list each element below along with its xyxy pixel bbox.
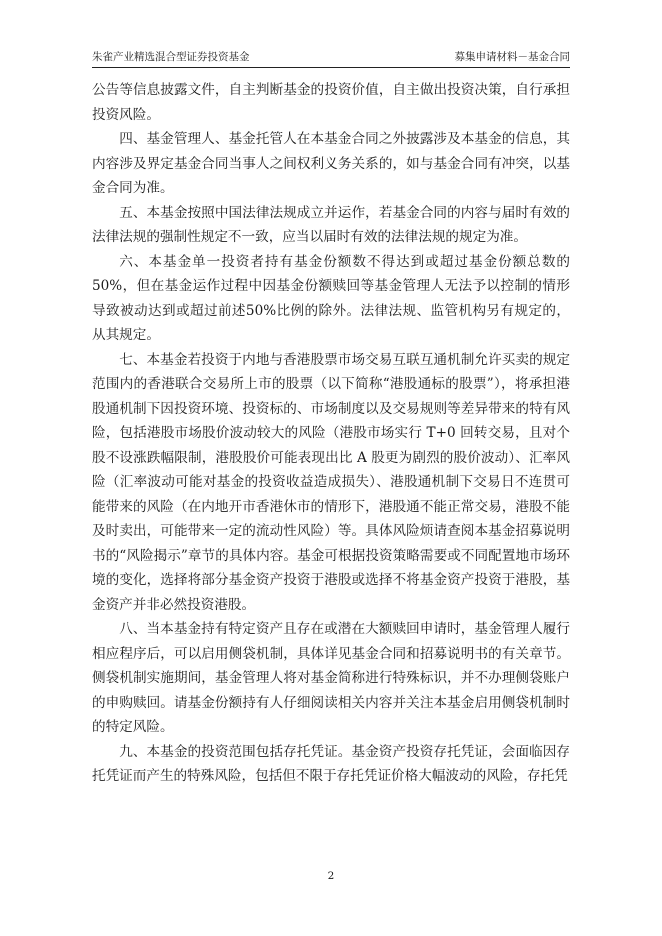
paragraph-item-8: 八、当本基金持有特定资产且存在或潜在大额赎回申请时，基金管理人履行相应程序后，可以启用侧袋机制，具体详见基金合同和招募说明书的有关章节。侧袋机制实施期间，基金管理人将对基金简称进行特殊标识，并不办理侧袋账户的申购赎回。请基金份额持有人仔细阅读相关内容并关注本基金启用侧袋机制时的特定风险。 xyxy=(92,621,570,735)
paragraph-item-4: 四、基金管理人、基金托管人在本基金合同之外披露涉及本基金的信息，其内容涉及界定基金合同当事人之间权利义务关系的，如与基金合同有冲突，以基金合同为准。 xyxy=(92,131,570,196)
paragraph-item-6: 六、本基金单一投资者持有基金份额数不得达到或超过基金份额总数的50%，但在基金运作过程中因基金份额赎回等基金管理人无法予以控制的情形导致被动达到或超过前述50%比例的除外。法律法规、监管机构另有规定的，从其规定。 xyxy=(92,253,570,343)
header-document-type: 募集申请材料－基金合同 xyxy=(454,51,570,63)
paragraph-item-9: 九、本基金的投资范围包括存托凭证。基金资产投资存托凭证，会面临因存托凭证而产生的特殊风险，包括但不限于存托凭证价格大幅波动的风险，存托凭 xyxy=(92,743,570,784)
paragraph-continuation: 公告等信息披露文件，自主判断基金的投资价值，自主做出投资决策，自行承担投资风险。 xyxy=(92,82,570,123)
document-body xyxy=(92,78,570,789)
paragraph-item-7: 七、本基金若投资于内地与香港股票市场交易互联互通机制允许买卖的规定范围内的香港联合交易所上市的股票（以下简称“港股通标的股票”），将承担港股通机制下因投资环境、投资标的、市场制度以及交易规则等差异带来的特有风险，包括港股市场股价波动较大的风险（港股市场实行 T+0 回转交易，且对个股不设涨跌幅限制，港股股价可能表现出比 A 股更为剧烈的股价波动）、汇率风险（汇率波动可能对基金的投资收益造成损失）、港股通机制下交易日不连贯可能带来的风险（在内地开市香港休市的情形下，港股通不能正常交易，港股不能及时卖出，可能带来一定的流动性风险）等。具体风险烦请查阅本基金招募说明书的“风险揭示”章节的具体内容。基金可根据投资策略需要或不同配置地市场环境的变化，选择将部分基金资产投资于港股或选择不将基金资产投资于港股，基金资产并非必然投资港股。 xyxy=(92,351,570,613)
paragraph-item-5: 五、本基金按照中国法律法规成立并运作，若基金合同的内容与届时有效的法律法规的强制性规定不一致，应当以届时有效的法律法规的规定为准。 xyxy=(92,204,570,245)
page-number: 2 xyxy=(327,870,335,882)
page-header xyxy=(92,46,570,68)
header-fund-name: 朱雀产业精选混合型证券投资基金 xyxy=(92,51,250,63)
